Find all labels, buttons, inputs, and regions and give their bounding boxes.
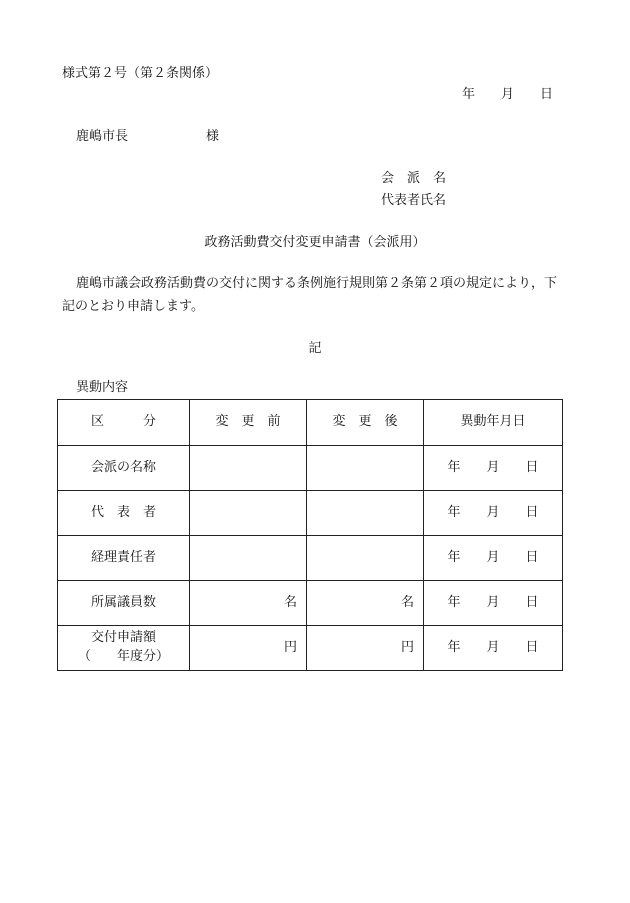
after-cell: 円 <box>307 626 424 671</box>
body-text-line-2: 記のとおり申請します。 <box>62 299 204 314</box>
before-cell: 円 <box>190 626 307 671</box>
application-date: 年 月 日 <box>462 87 554 102</box>
ki-heading: 記 <box>308 341 322 356</box>
row-label: 会派の名称 <box>58 446 190 491</box>
section-label: 異動内容 <box>76 380 129 395</box>
header-after: 変 更 後 <box>307 400 424 446</box>
before-cell: 名 <box>190 581 307 626</box>
body-text-line-1: 鹿嶋市議会政務活動費の交付に関する条例施行規則第２条第２項の規定により，下 <box>76 276 558 291</box>
date-cell: 年 月 日 <box>424 446 563 491</box>
date-cell: 年 月 日 <box>424 536 563 581</box>
date-cell: 年 月 日 <box>424 491 563 536</box>
date-cell: 年 月 日 <box>424 626 563 671</box>
document-title: 政務活動費交付変更申請書（会派用） <box>204 235 426 250</box>
header-change-date: 異動年月日 <box>424 400 563 446</box>
table-row <box>58 491 563 536</box>
after-cell <box>307 536 424 581</box>
header-before: 変 更 前 <box>190 400 307 446</box>
after-cell <box>307 446 424 491</box>
form-number: 様式第２号（第２条関係） <box>62 66 219 81</box>
table-row <box>58 581 563 626</box>
row-label: 経理責任者 <box>58 536 190 581</box>
header-category: 区 分 <box>58 400 190 446</box>
before-cell <box>190 491 307 536</box>
faction-name-label: 会 派 名 <box>381 171 447 186</box>
table-row <box>58 626 563 671</box>
row-label: 交付申請額 （ 年度分） <box>58 626 190 671</box>
row-label: 所属議員数 <box>58 581 190 626</box>
after-cell: 名 <box>307 581 424 626</box>
before-cell <box>190 446 307 491</box>
date-cell: 年 月 日 <box>424 581 563 626</box>
row-label: 代 表 者 <box>58 491 190 536</box>
representative-name-label: 代表者氏名 <box>381 193 447 208</box>
after-cell <box>307 491 424 536</box>
addressee: 鹿嶋市長 様 <box>76 129 220 144</box>
before-cell <box>190 536 307 581</box>
table-row <box>58 536 563 581</box>
table-header-row <box>58 400 563 446</box>
change-table <box>57 399 563 671</box>
table-row <box>58 446 563 491</box>
